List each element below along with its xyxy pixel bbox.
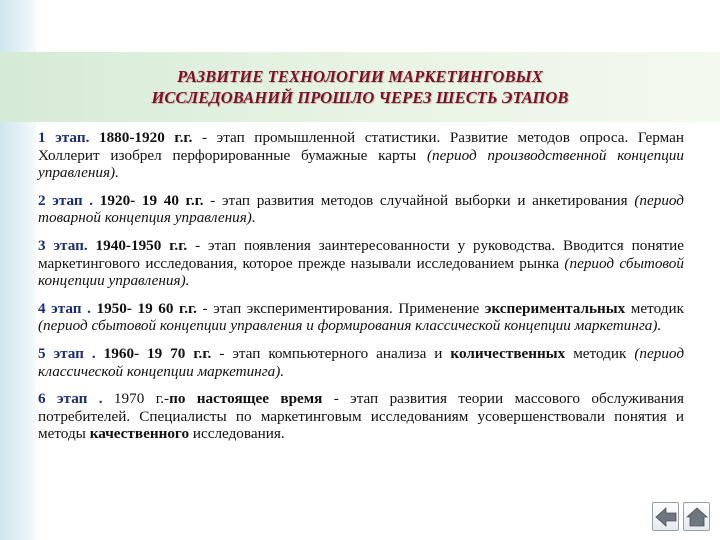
stage-period: (период сбытовой концепции управления). — [38, 254, 684, 290]
stages-list — [38, 129, 684, 453]
stage-label: 3 этап. — [38, 236, 88, 254]
stage-description: - этап развития методов случайной выборки и анкетирования — [203, 191, 635, 209]
stage-period: (период классической концепции маркетинга). — [38, 344, 684, 380]
stage-bold-word: качественного — [89, 425, 190, 443]
stage-period: (период сбытовой концепции управления и формирования классической концепции маркетинга). — [38, 317, 662, 335]
stage-years: 1970 г.- — [102, 390, 170, 408]
stage-label: 5 этап . — [38, 344, 96, 362]
stage-label: 6 этап . — [38, 390, 103, 408]
title-line-2: ИССЛЕДОВАНИЙ ПРОШЛО ЧЕРЕЗ ШЕСТЬ ЭТАПОВ — [151, 88, 569, 107]
stage-label: 4 этап . — [38, 299, 91, 317]
slide-title — [60, 66, 660, 108]
stage-4 — [38, 300, 684, 335]
stage-3 — [38, 237, 684, 290]
stage-description: - этап компьютерного анализа и — [211, 344, 451, 362]
stage-years: 1960- 19 70 г.г. — [95, 344, 212, 362]
stage-description: - этап промышленной статистики. Развитие методов опроса. Герман Холлерит изобрел перфорированные бумажные карты — [38, 129, 684, 164]
home-button[interactable] — [683, 502, 710, 531]
stage-years: 1940-1950 г.г. — [87, 236, 188, 254]
stage-5 — [38, 345, 684, 380]
slide-navigation — [652, 502, 710, 532]
stage-bold-word: экспериментальных — [484, 299, 626, 317]
stage-description-cont: методик — [565, 344, 635, 362]
stage-period: (период товарной концепция управления). — [38, 191, 684, 227]
stage-6 — [38, 390, 684, 443]
stage-years-emphasis: по настоящее время — [169, 390, 323, 408]
stage-label: 2 этап . — [38, 191, 94, 209]
stage-period: (период производственной концепции управления). — [38, 146, 684, 182]
stage-bold-word: количественных — [450, 344, 566, 362]
home-icon — [686, 507, 708, 527]
stage-years: 1920- 19 40 г.г. — [93, 191, 204, 209]
stage-description: - этап экспериментирования. Применение — [196, 299, 485, 317]
stage-description-cont: исследования. — [189, 425, 285, 443]
stage-years: 1950- 19 60 г.г. — [90, 299, 197, 317]
stage-description: - этап развития теории массового обслуживания потребителей. Специалисты по маркетинговым исследованиям усовершенствовали понятия и методы — [38, 390, 684, 443]
stage-years: 1880-1920 г.г. — [89, 129, 193, 146]
stage-description: - этап появления заинтересованности у руководства. Вводится понятие маркетингового исследования, которое прежде называли исследованием рынка — [38, 236, 684, 272]
stage-2 — [38, 192, 684, 227]
title-line-1: РАЗВИТИЕ ТЕХНОЛОГИИ МАРКЕТИНГОВЫХ — [177, 67, 543, 86]
stage-label: 1 этап. — [38, 129, 90, 146]
stage-1 — [38, 129, 684, 182]
back-button[interactable] — [652, 502, 679, 531]
stage-description-cont: методик — [625, 299, 684, 317]
arrow-left-icon — [655, 507, 677, 527]
